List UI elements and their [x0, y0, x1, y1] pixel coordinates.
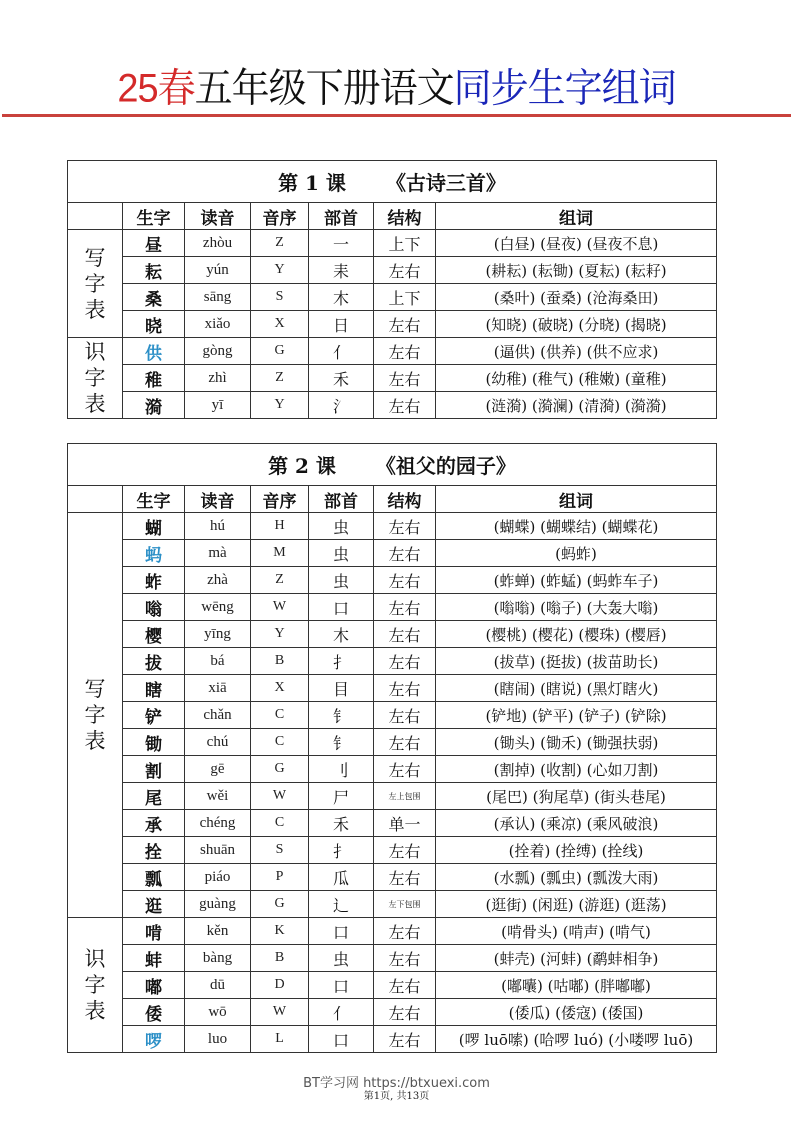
radical: 虫: [309, 945, 374, 972]
pinyin: zhì: [185, 365, 251, 392]
radical: 木: [309, 284, 374, 311]
table-row: [68, 621, 717, 648]
new-character: 蚂: [123, 540, 185, 567]
pinyin: dū: [185, 972, 251, 999]
radical: 亻: [309, 999, 374, 1026]
new-character: 桑: [123, 284, 185, 311]
table-row: [68, 945, 717, 972]
structure: 左右: [374, 756, 436, 783]
radical: 刂: [309, 756, 374, 783]
table-row: [68, 594, 717, 621]
structure: 上下: [374, 230, 436, 257]
radical: 尸: [309, 783, 374, 810]
word-combinations: (蝴蝶) (蝴蝶结) (蝴蝶花): [436, 513, 717, 540]
new-character: 蝴: [123, 513, 185, 540]
structure: 左右: [374, 365, 436, 392]
table-row: [68, 567, 717, 594]
structure: 左右: [374, 594, 436, 621]
radical: 日: [309, 311, 374, 338]
index-letter: W: [251, 594, 309, 621]
index-letter: M: [251, 540, 309, 567]
title-divider: [2, 114, 791, 117]
word-combinations: (割掉) (收割) (心如刀割): [436, 756, 717, 783]
index-letter: K: [251, 918, 309, 945]
footer-watermark: BT学习网 https://btxuexi.com: [303, 1076, 490, 1091]
structure: 左右: [374, 648, 436, 675]
new-character: 樱: [123, 621, 185, 648]
index-letter: Z: [251, 567, 309, 594]
column-header-blank: [68, 486, 123, 513]
table-row: [68, 756, 717, 783]
index-letter: B: [251, 648, 309, 675]
word-combinations: (尾巴) (狗尾草) (街头巷尾): [436, 783, 717, 810]
lesson-title-row: [68, 161, 717, 203]
structure: 左右: [374, 392, 436, 419]
radical: 目: [309, 675, 374, 702]
word-combinations: (承认) (乘凉) (乘风破浪): [436, 810, 717, 837]
pinyin: shuān: [185, 837, 251, 864]
structure: 左右: [374, 621, 436, 648]
radical: 瓜: [309, 864, 374, 891]
pinyin: bá: [185, 648, 251, 675]
radical: 耒: [309, 257, 374, 284]
radical: 禾: [309, 365, 374, 392]
structure: 左右: [374, 864, 436, 891]
table-row: [68, 675, 717, 702]
column-header: 结构: [374, 486, 436, 513]
section-label: [68, 918, 123, 1053]
column-header-row: [68, 486, 717, 513]
section-label-char: 表: [84, 297, 106, 322]
index-letter: H: [251, 513, 309, 540]
new-character: 瞎: [123, 675, 185, 702]
structure: 左右: [374, 918, 436, 945]
table-row: [68, 540, 717, 567]
index-letter: Z: [251, 365, 309, 392]
section-label-char: 表: [84, 392, 106, 416]
word-combinations: (桑叶) (蚕桑) (沧海桑田): [436, 284, 717, 311]
index-letter: G: [251, 756, 309, 783]
pinyin: hú: [185, 513, 251, 540]
word-combinations: (嘟囔) (咕嘟) (胖嘟嘟): [436, 972, 717, 999]
table-row: [68, 648, 717, 675]
lesson-number: 第 2 课: [268, 454, 336, 478]
structure: 单一: [374, 810, 436, 837]
radical: 木: [309, 621, 374, 648]
structure: 左上包围: [374, 783, 436, 810]
pinyin: gòng: [185, 338, 251, 365]
column-header: 音序: [251, 486, 309, 513]
word-combinations: (拴着) (拴缚) (拴线): [436, 837, 717, 864]
column-header: 生字: [123, 203, 185, 230]
table-row: [68, 891, 717, 918]
structure: 左右: [374, 540, 436, 567]
radical: 禾: [309, 810, 374, 837]
table-row: [68, 338, 717, 365]
index-letter: C: [251, 702, 309, 729]
lesson-name: 《祖父的园子》: [375, 454, 516, 478]
lesson-title: [68, 161, 717, 203]
structure: 左右: [374, 513, 436, 540]
title-year: 25春: [117, 66, 195, 112]
lesson-number: 第 1 课: [278, 171, 346, 195]
index-letter: L: [251, 1026, 309, 1053]
index-letter: G: [251, 338, 309, 365]
structure: 左右: [374, 972, 436, 999]
section-label: [68, 230, 123, 338]
radical: 钅: [309, 702, 374, 729]
new-character: 啰: [123, 1026, 185, 1053]
word-combinations: (瞎闹) (瞎说) (黑灯瞎火): [436, 675, 717, 702]
lesson-table-2: [67, 443, 717, 1053]
table-row: [68, 230, 717, 257]
title-grade: 五年级下册语文: [194, 66, 454, 112]
index-letter: Y: [251, 257, 309, 284]
radical: 辶: [309, 891, 374, 918]
column-header: 部首: [309, 203, 374, 230]
column-header: 音序: [251, 203, 309, 230]
structure: 左右: [374, 837, 436, 864]
structure: 左右: [374, 567, 436, 594]
word-combinations: (知晓) (破晓) (分晓) (揭晓): [436, 311, 717, 338]
index-letter: Y: [251, 621, 309, 648]
index-letter: X: [251, 675, 309, 702]
radical: 虫: [309, 567, 374, 594]
index-letter: S: [251, 284, 309, 311]
word-combinations: (倭瓜) (倭寇) (倭国): [436, 999, 717, 1026]
new-character: 割: [123, 756, 185, 783]
word-combinations: (锄头) (锄禾) (锄强扶弱): [436, 729, 717, 756]
pinyin: guàng: [185, 891, 251, 918]
new-character: 晓: [123, 311, 185, 338]
section-label-char: 字: [84, 973, 106, 997]
index-letter: B: [251, 945, 309, 972]
table-row: [68, 810, 717, 837]
new-character: 尾: [123, 783, 185, 810]
radical: 一: [309, 230, 374, 257]
table-row: [68, 311, 717, 338]
table-row: [68, 729, 717, 756]
pinyin: bàng: [185, 945, 251, 972]
pinyin: chǎn: [185, 702, 251, 729]
section-label: [68, 513, 123, 918]
page-number: 第1页, 共13页: [363, 1091, 430, 1102]
index-letter: D: [251, 972, 309, 999]
section-label-char: 识: [84, 947, 106, 971]
index-letter: Y: [251, 392, 309, 419]
word-combinations: (嗡嗡) (嗡子) (大轰大嗡): [436, 594, 717, 621]
section-label-char: 写: [84, 677, 106, 701]
pinyin: luo: [185, 1026, 251, 1053]
new-character: 漪: [123, 392, 185, 419]
index-letter: P: [251, 864, 309, 891]
column-header: 读音: [185, 486, 251, 513]
new-character: 倭: [123, 999, 185, 1026]
structure: 左右: [374, 1026, 436, 1053]
index-letter: X: [251, 311, 309, 338]
structure: 上下: [374, 284, 436, 311]
structure: 左右: [374, 257, 436, 284]
structure: 左右: [374, 675, 436, 702]
pinyin: wēng: [185, 594, 251, 621]
column-header: 读音: [185, 203, 251, 230]
pinyin: chú: [185, 729, 251, 756]
pinyin: chéng: [185, 810, 251, 837]
pinyin: sāng: [185, 284, 251, 311]
radical: 口: [309, 1026, 374, 1053]
column-header: 部首: [309, 486, 374, 513]
lesson-title-row: [68, 444, 717, 486]
word-combinations: (耕耘) (耘锄) (夏耘) (耘耔): [436, 257, 717, 284]
section-label-char: 字: [84, 703, 106, 727]
new-character: 蚌: [123, 945, 185, 972]
structure: 左右: [374, 338, 436, 365]
column-header-blank: [68, 203, 123, 230]
pinyin: zhòu: [185, 230, 251, 257]
word-combinations: (蚂蚱): [436, 540, 717, 567]
section-label-char: 表: [84, 729, 106, 753]
radical: 亻: [309, 338, 374, 365]
index-letter: S: [251, 837, 309, 864]
radical: 口: [309, 918, 374, 945]
table-row: [68, 1026, 717, 1053]
radical: 口: [309, 594, 374, 621]
pinyin: yún: [185, 257, 251, 284]
new-character: 铲: [123, 702, 185, 729]
pinyin: zhà: [185, 567, 251, 594]
table-row: [68, 513, 717, 540]
word-combinations: (水瓢) (瓢虫) (瓢泼大雨): [436, 864, 717, 891]
new-character: 稚: [123, 365, 185, 392]
radical: 扌: [309, 837, 374, 864]
section-label-char: 表: [84, 999, 106, 1023]
lesson-name: 《古诗三首》: [385, 171, 506, 195]
section-label-char: 字: [84, 271, 106, 296]
section-label: [68, 338, 123, 419]
table-row: [68, 837, 717, 864]
word-combinations: (拔草) (挺拔) (拔苗助长): [436, 648, 717, 675]
structure: 左右: [374, 945, 436, 972]
pinyin: yī: [185, 392, 251, 419]
pinyin: xiā: [185, 675, 251, 702]
new-character: 承: [123, 810, 185, 837]
table-row: [68, 864, 717, 891]
structure: 左下包围: [374, 891, 436, 918]
word-combinations: (樱桃) (樱花) (樱珠) (樱唇): [436, 621, 717, 648]
word-combinations: (啰 luō嗦) (哈啰 luó) (小喽啰 luō): [436, 1026, 717, 1053]
lesson-table-1: [67, 160, 717, 419]
radical: 口: [309, 972, 374, 999]
table-row: [68, 392, 717, 419]
structure: 左右: [374, 729, 436, 756]
page-title: [0, 65, 793, 113]
table-row: [68, 257, 717, 284]
word-combinations: (铲地) (铲平) (铲子) (铲除): [436, 702, 717, 729]
section-label-char: 识: [84, 340, 106, 364]
pinyin: mà: [185, 540, 251, 567]
word-combinations: (啃骨头) (啃声) (啃气): [436, 918, 717, 945]
word-combinations: (幼稚) (稚气) (稚嫩) (童稚): [436, 365, 717, 392]
structure: 左右: [374, 702, 436, 729]
index-letter: C: [251, 729, 309, 756]
pinyin: wěi: [185, 783, 251, 810]
word-combinations: (涟漪) (漪澜) (清漪) (漪漪): [436, 392, 717, 419]
radical: 虫: [309, 513, 374, 540]
word-combinations: (蚌壳) (河蚌) (鹬蚌相争): [436, 945, 717, 972]
new-character: 蚱: [123, 567, 185, 594]
column-header-row: [68, 203, 717, 230]
table-row: [68, 999, 717, 1026]
new-character: 供: [123, 338, 185, 365]
table-row: [68, 284, 717, 311]
word-combinations: (逼供) (供养) (供不应求): [436, 338, 717, 365]
radical: 虫: [309, 540, 374, 567]
index-letter: G: [251, 891, 309, 918]
new-character: 拔: [123, 648, 185, 675]
pinyin: xiǎo: [185, 311, 251, 338]
word-combinations: (蚱蝉) (蚱蜢) (蚂蚱车子): [436, 567, 717, 594]
structure: 左右: [374, 311, 436, 338]
new-character: 嗡: [123, 594, 185, 621]
index-letter: W: [251, 999, 309, 1026]
column-header: 组词: [436, 486, 717, 513]
pinyin: wō: [185, 999, 251, 1026]
radical: 氵: [309, 392, 374, 419]
pinyin: yīng: [185, 621, 251, 648]
pinyin: kěn: [185, 918, 251, 945]
new-character: 嘟: [123, 972, 185, 999]
column-header: 结构: [374, 203, 436, 230]
new-character: 拴: [123, 837, 185, 864]
section-label-char: 字: [84, 366, 106, 390]
structure: 左右: [374, 999, 436, 1026]
column-header: 生字: [123, 486, 185, 513]
word-combinations: (逛街) (闲逛) (游逛) (逛荡): [436, 891, 717, 918]
table-row: [68, 702, 717, 729]
radical: 钅: [309, 729, 374, 756]
index-letter: Z: [251, 230, 309, 257]
new-character: 瓢: [123, 864, 185, 891]
lesson-title: [68, 444, 717, 486]
index-letter: W: [251, 783, 309, 810]
index-letter: C: [251, 810, 309, 837]
new-character: 啃: [123, 918, 185, 945]
section-label-char: 写: [84, 245, 106, 270]
table-row: [68, 365, 717, 392]
radical: 扌: [309, 648, 374, 675]
new-character: 耘: [123, 257, 185, 284]
new-character: 昼: [123, 230, 185, 257]
table-row: [68, 783, 717, 810]
new-character: 逛: [123, 891, 185, 918]
title-topic: 同步生字组词: [453, 66, 676, 112]
word-combinations: (白昼) (昼夜) (昼夜不息): [436, 230, 717, 257]
table-row: [68, 918, 717, 945]
new-character: 锄: [123, 729, 185, 756]
pinyin: piáo: [185, 864, 251, 891]
column-header: 组词: [436, 203, 717, 230]
pinyin: gē: [185, 756, 251, 783]
table-row: [68, 972, 717, 999]
